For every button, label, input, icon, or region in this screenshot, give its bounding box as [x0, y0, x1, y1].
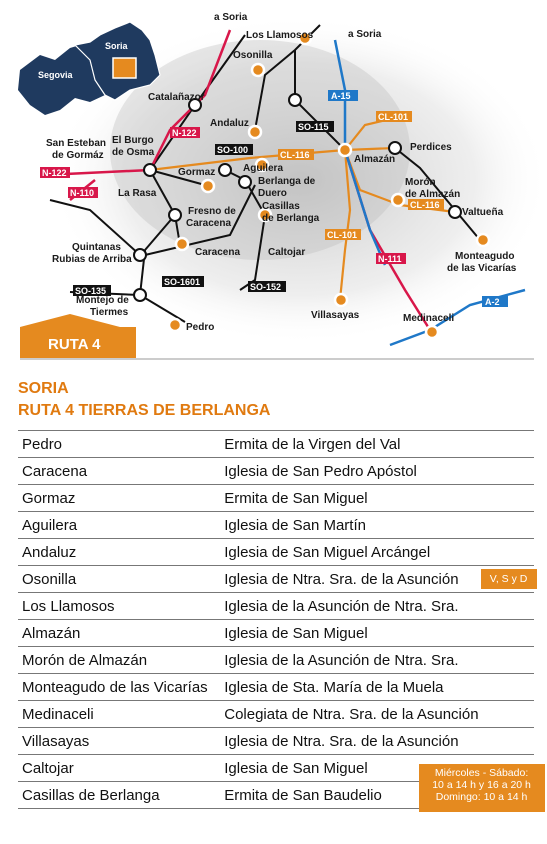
node-pedro [169, 319, 181, 331]
label-montejo: Montejo de Tiermes [76, 295, 129, 318]
town-cell: Villasayas [18, 728, 224, 755]
church-cell: Iglesia de San Miguel [224, 620, 478, 647]
note-cell [479, 485, 534, 512]
note-cell [479, 539, 534, 566]
church-cell: Ermita de San Miguel [224, 485, 478, 512]
label-casillas: Casillas de Berlanga [262, 201, 320, 224]
san-esteban-l2: de Gormáz [52, 150, 104, 161]
table-row [18, 539, 534, 566]
label-gormaz: Gormaz [178, 167, 216, 178]
label-quintanas: Quintanas Rubias de Arriba [52, 242, 132, 265]
node-monteagudo [477, 234, 489, 246]
church-cell: Ermita de San Baudelio [224, 782, 478, 809]
label-catalanazor: Catalañazor [148, 92, 205, 103]
table-row [18, 512, 534, 539]
town-cell: Aguilera [18, 512, 224, 539]
label-segovia-province: Segovia [38, 70, 73, 80]
town-cell: Caltojar [18, 755, 224, 782]
table-row [18, 674, 534, 701]
town-cell: Casillas de Berlanga [18, 782, 224, 809]
label-caracena: Caracena [195, 247, 241, 258]
label-valtuena: Valtueña [462, 207, 504, 218]
node-perdices [389, 142, 401, 154]
province-title: SORIA [18, 380, 69, 397]
node-valtuena [449, 206, 461, 218]
town-cell: Andaluz [18, 539, 224, 566]
church-cell: Iglesia de Ntra. Sra. de la Asunción [224, 728, 478, 755]
label-los-llamosos: Los Llamosos [246, 30, 314, 41]
town-cell: Morón de Almazán [18, 647, 224, 674]
table-row [18, 728, 534, 755]
node-fresno [169, 209, 181, 221]
table-row [18, 647, 534, 674]
node-osonilla [252, 64, 264, 76]
table-row [18, 458, 534, 485]
svg-text:SO-1601: SO-1601 [164, 277, 201, 287]
route-map-svg [0, 0, 547, 366]
san-esteban-l1: San Esteban [46, 138, 107, 149]
route-title: RUTA 4 TIERRAS DE BERLANGA [18, 402, 271, 419]
node-caracena [176, 238, 188, 250]
node-moron [392, 194, 404, 206]
node-so115 [289, 94, 301, 106]
table-row [18, 485, 534, 512]
svg-text:A-15: A-15 [331, 91, 351, 101]
note-cell [479, 566, 534, 593]
church-cell: Iglesia de San Pedro Apóstol [224, 458, 478, 485]
town-cell: Almazán [18, 620, 224, 647]
label-pedro: Pedro [186, 322, 215, 333]
svg-text:CL-101: CL-101 [327, 230, 358, 240]
church-cell: Iglesia de la Asunción de Ntra. Sra. [224, 647, 478, 674]
town-cell: Pedro [18, 431, 224, 458]
svg-text:A-2: A-2 [485, 297, 500, 307]
route-header [18, 378, 534, 422]
note-cell [479, 431, 534, 458]
label-osonilla: Osonilla [233, 50, 273, 61]
svg-text:SO-115: SO-115 [298, 122, 329, 132]
schedule-line3: Domingo: 10 a 14 h [435, 791, 528, 803]
schedule-line1: Miércoles - Sábado: [434, 767, 529, 779]
svg-text:CL-116: CL-116 [280, 150, 310, 160]
town-cell: Gormaz [18, 485, 224, 512]
node-berlanga [239, 176, 251, 188]
label-soria-province: Soria [105, 41, 128, 51]
note-cell [479, 593, 534, 620]
label-monteagudo: Monteagudo de las Vicarías [447, 251, 517, 274]
route-map [0, 0, 547, 366]
svg-text:CL-101: CL-101 [378, 112, 409, 122]
table-row [18, 593, 534, 620]
label-fresno: Fresno de Caracena [186, 206, 236, 229]
label-san-esteban [46, 138, 106, 161]
note-cell [479, 512, 534, 539]
church-cell: Iglesia de Ntra. Sra. de la Asunción [224, 566, 478, 593]
node-burgo-osma [144, 164, 156, 176]
route-banner-label: RUTA 4 [48, 336, 101, 353]
svg-text:SO-135: SO-135 [75, 286, 107, 296]
label-aguilera: Aguilera [243, 163, 284, 174]
church-cell: Colegiata de Ntra. Sra. de la Asunción [224, 701, 478, 728]
svg-text:SO-152: SO-152 [250, 282, 282, 292]
church-cell: Iglesia de San Miguel [224, 755, 478, 782]
label-a-soria-1: a Soria [214, 12, 248, 23]
town-cell: Osonilla [18, 566, 224, 593]
route-banner [20, 314, 136, 358]
table-row [18, 431, 534, 458]
note-cell [479, 701, 534, 728]
svg-text:N-122: N-122 [172, 128, 197, 138]
node-montejo [134, 289, 146, 301]
town-cell: Medinaceli [18, 701, 224, 728]
label-medinaceli: Medinaceli [403, 313, 455, 324]
note-cell [432, 767, 534, 809]
label-moron: Morón de Almazán [405, 177, 461, 200]
label-perdices: Perdices [410, 142, 452, 153]
node-almazan [339, 144, 351, 156]
church-cell: Iglesia de San Miguel Arcángel [224, 539, 478, 566]
label-burgo-osma: El Burgo de Osma [112, 135, 155, 158]
note-cell [479, 674, 534, 701]
church-cell: Iglesia de la Asunción de Ntra. Sra. [224, 593, 478, 620]
church-cell: Iglesia de Sta. María de la Muela [224, 674, 478, 701]
schedule-badge [419, 764, 545, 812]
note-cell [479, 728, 534, 755]
label-la-rasa: La Rasa [118, 188, 157, 199]
church-cell: Ermita de la Virgen del Val [224, 431, 478, 458]
label-caltojar: Caltojar [268, 247, 306, 258]
town-cell: Los Llamosos [18, 593, 224, 620]
table-row [18, 620, 534, 647]
node-quintanas [134, 249, 146, 261]
label-a-soria-2: a Soria [348, 29, 382, 40]
node-medinaceli [426, 326, 438, 338]
svg-text:SO-100: SO-100 [217, 145, 249, 155]
route-table [18, 430, 534, 809]
town-cell: Monteagudo de las Vicarías [18, 674, 224, 701]
schedule-line2: 10 a 14 h y 16 a 20 h [432, 779, 531, 791]
route-area-marker [113, 58, 136, 78]
note-cell [479, 458, 534, 485]
label-berlanga: Berlanga de Duero [258, 176, 316, 199]
node-aguilera-junction [219, 164, 231, 176]
table-row [18, 782, 534, 809]
note-cell [479, 620, 534, 647]
church-cell: Iglesia de San Martín [224, 512, 478, 539]
town-cell: Caracena [18, 458, 224, 485]
node-andaluz [249, 126, 261, 138]
svg-text:N-122: N-122 [42, 168, 67, 178]
label-villasayas: Villasayas [311, 310, 360, 321]
note-cell [479, 647, 534, 674]
table-row [18, 701, 534, 728]
node-villasayas [335, 294, 347, 306]
svg-text:N-111: N-111 [378, 254, 402, 264]
table-row [18, 566, 534, 593]
svg-text:CL-116: CL-116 [410, 200, 440, 210]
label-andaluz: Andaluz [210, 118, 249, 129]
svg-text:N-110: N-110 [70, 188, 95, 198]
opening-days-badge: V, S y D [481, 569, 537, 589]
label-almazan: Almazán [354, 154, 396, 165]
node-gormaz [202, 180, 214, 192]
